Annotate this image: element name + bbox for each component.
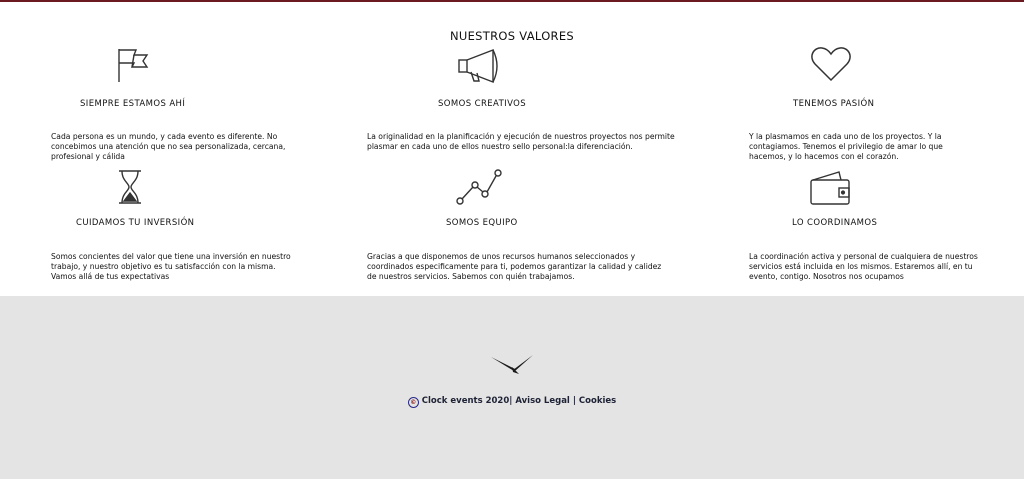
section-title: NUESTROS VALORES — [449, 29, 574, 43]
footer-separator: | — [509, 396, 513, 406]
value-title: LO COORDINAMOS — [792, 218, 878, 228]
cookies-link[interactable]: Cookies — [578, 396, 617, 406]
value-title: SOMOS CREATIVOS — [438, 99, 527, 109]
footer-separator: | — [572, 396, 576, 406]
value-text: Somos concientes del valor que tiene una inversión en nuestro trabajo, y nuestro objetivo es tu satisfacción con la misma. Vamos allá de tus expectativas — [51, 252, 291, 282]
heart-icon — [810, 46, 852, 86]
value-title: SIEMPRE ESTAMOS AHÍ — [80, 99, 186, 109]
value-text: Cada persona es un mundo, y cada evento es diferente. No concebimos una atención que no sea personalizada, cercana, profesional y cálida — [51, 132, 286, 162]
megaphone-icon — [457, 48, 503, 88]
value-text: La originalidad en la planificación y ejecución de nuestros proyectos nos permite plasmar en cada uno de ellos nuestro sello personal:la diferenciación. — [367, 132, 675, 152]
wallet-icon — [809, 170, 853, 210]
copyright-text: Clock events 2020 — [421, 396, 510, 406]
aviso-legal-link[interactable]: Aviso Legal — [515, 396, 570, 406]
value-text: Y la plasmamos en cada uno de los proyectos. Y la contagiamos. Tenemos el privilegio de amar lo que hacemos, y lo hacemos con el corazón. — [749, 132, 943, 162]
top-accent-bar — [0, 0, 1024, 2]
value-text: La coordinación activa y personal de cualquiera de nuestros servicios está incluida en los mismos. Estaremos allí, en tu evento, contigo. Nosotros nos ocupamos — [749, 252, 978, 282]
hourglass-icon — [117, 169, 143, 209]
footer — [0, 296, 1024, 479]
value-title: SOMOS EQUIPO — [446, 218, 518, 228]
line-graph-icon — [455, 168, 503, 210]
clock-hands-logo-icon[interactable] — [489, 353, 535, 381]
value-title: CUIDAMOS TU INVERSIÓN — [76, 218, 195, 228]
value-title: TENEMOS PASIÓN — [793, 99, 875, 109]
footer-links — [0, 396, 1024, 408]
value-text: Gracias a que disponemos de unos recursos humanos seleccionados y coordinados especificamente para ti, podemos garantizar la calidad y calidez de nuestros servicios. Sabemos con quién trabajamos. — [367, 252, 662, 282]
flag-icon — [116, 47, 150, 87]
copyright-icon: © — [408, 397, 419, 408]
